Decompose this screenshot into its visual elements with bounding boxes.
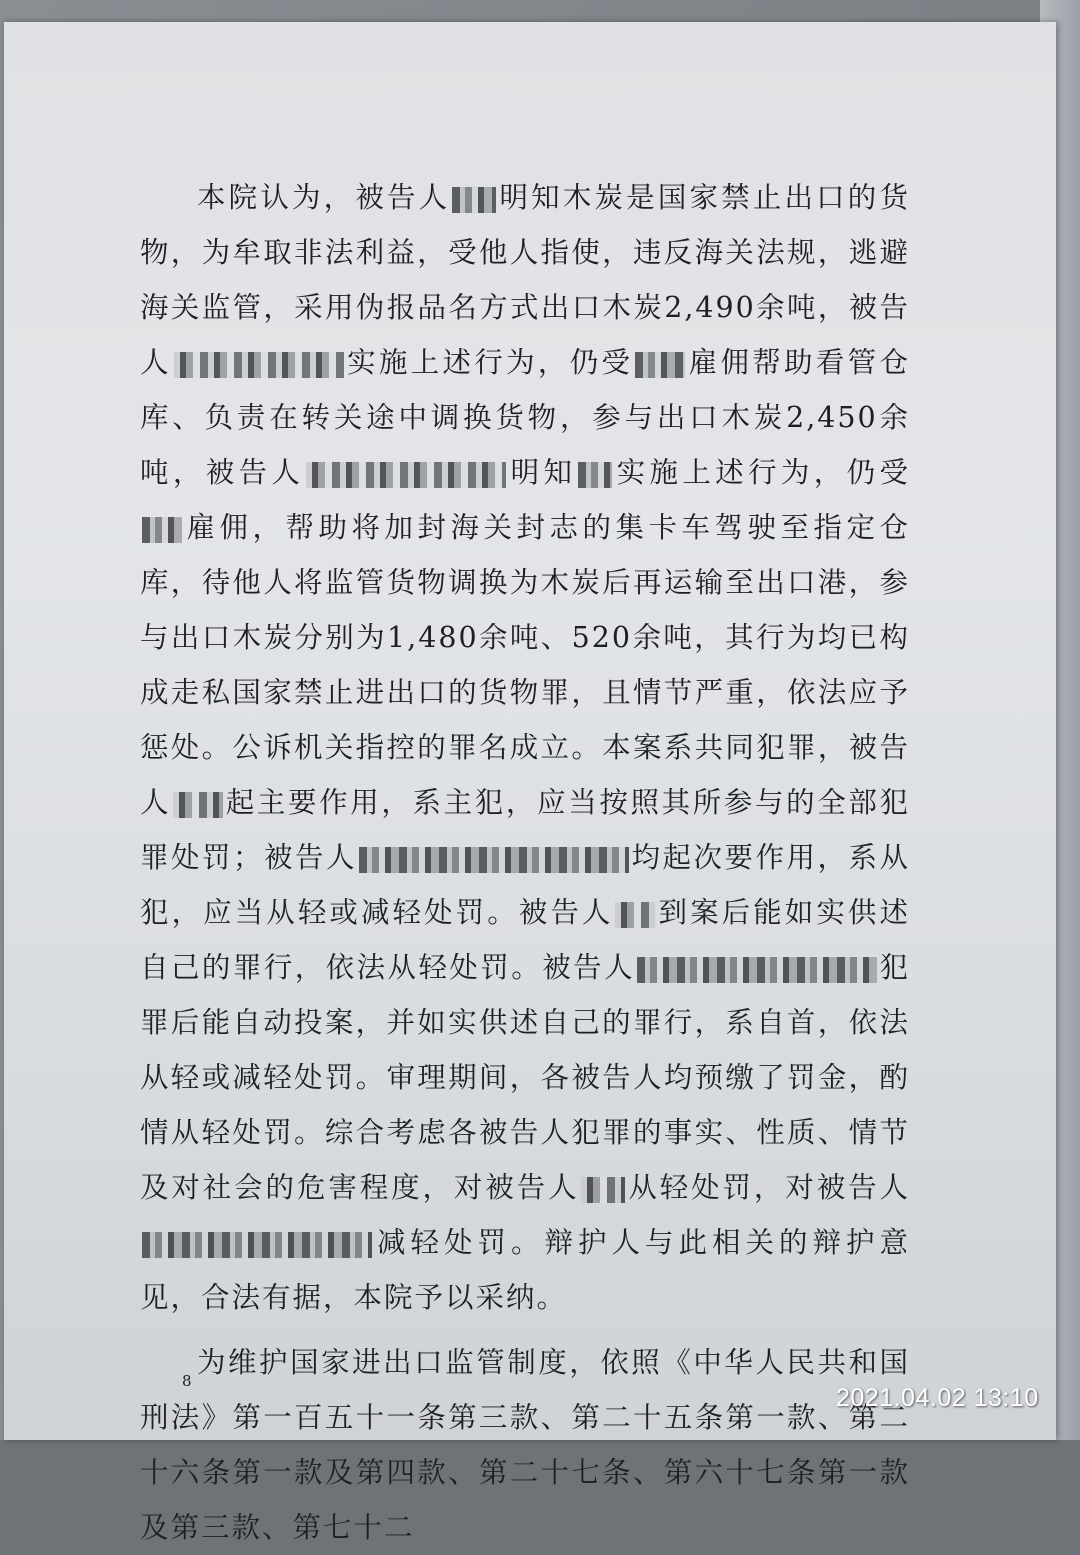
redacted-name xyxy=(581,1177,625,1203)
redacted-name xyxy=(142,517,182,543)
text-segment: 雇佣帮助看管仓库、负责在转关途中调换货物，参与出口木炭2,450余吨，被告人 xyxy=(140,346,910,489)
redacted-name xyxy=(359,847,629,873)
text-segment: 明知木炭是国家禁止出口的货物，为牟取非法利益，受他人指使，违反海关法规，逃避海关监管，采用伪报品名方式出口木炭2,490余吨，被告人 xyxy=(140,181,910,379)
text-segment: 为维护国家进出口监管制度，依照《中华人民共和国刑法》第一百五十一条第三款、第二十五条第一款、第二十六条第一款及第四款、第二十七条、第六十七条第一款及第三款、第七十二 xyxy=(140,1346,910,1544)
redacted-name xyxy=(306,462,506,488)
paragraph-reasoning xyxy=(140,170,910,1325)
redacted-name xyxy=(452,187,496,213)
redacted-name xyxy=(615,902,655,928)
text-segment: 到案后能如实供述自己的罪行，依法从轻处罚。被告人 xyxy=(140,896,910,984)
text-segment: 雇佣，帮助将加封海关封志的集卡车驾驶至指定仓库，待他人将监管货物调换为木炭后再运输至出口港，参与出口木炭分别为1,480余吨、520余吨，其行为均已构成走私国家禁止进出口的货物罪，且情节严重，依法应予惩处。公诉机关指控的罪名成立。本案系共同犯罪，被告人 xyxy=(140,511,910,819)
text-segment: 实施上述行为，仍受 xyxy=(345,346,634,379)
redacted-name xyxy=(635,352,685,378)
redacted-name xyxy=(173,792,223,818)
text-segment: 减轻处罚。辩护人与此相关的辩护意见，合法有据，本院予以采纳。 xyxy=(140,1226,910,1314)
text-segment: 犯罪后能自动投案，并如实供述自己的罪行，系自首，依法从轻或减轻处罚。审理期间，各被告人均预缴了罚金，酌情从轻处罚。综合考虑各被告人犯罪的事实、性质、情节及对社会的危害程度，对被告人 xyxy=(140,951,910,1204)
text-segment: 从轻处罚，对被告人 xyxy=(627,1171,910,1204)
redacted-name xyxy=(637,957,877,983)
photo-timestamp: 2021.04.02 13:10 xyxy=(836,1384,1039,1412)
redacted-name xyxy=(142,1232,372,1258)
redacted-name xyxy=(578,462,612,488)
page-number: 8 xyxy=(182,1372,192,1390)
document-body xyxy=(140,170,910,1555)
paragraph-legal-basis xyxy=(140,1335,910,1555)
text-segment: 起主要作用，系主犯，应当按照其所参与的全部犯罪处罚；被告人 xyxy=(140,786,910,874)
text-segment: 明知 xyxy=(508,456,577,489)
text-segment: 本院认为，被告人 xyxy=(197,181,451,214)
text-segment: 实施上述行为，仍受 xyxy=(614,456,910,489)
text-segment: 均起次要作用，系从犯，应当从轻或减轻处罚。被告人 xyxy=(140,841,910,929)
redacted-name xyxy=(174,352,344,378)
